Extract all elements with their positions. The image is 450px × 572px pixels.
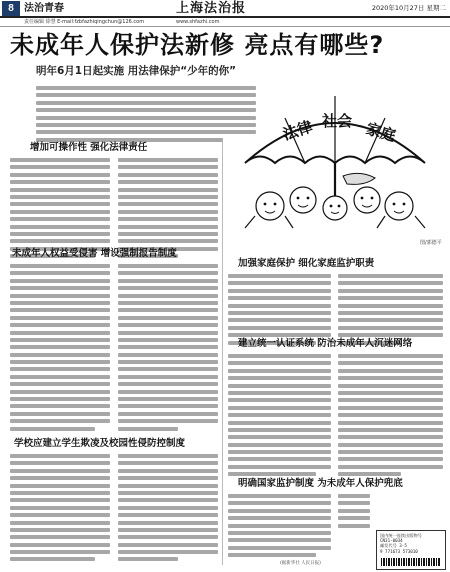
section-6-body-a bbox=[228, 494, 331, 561]
article-subhead: 明年6月1日起实施 用法律保护“少年的你” bbox=[36, 65, 237, 77]
section-6-body-b bbox=[338, 494, 370, 531]
barcode-bars bbox=[381, 558, 441, 566]
section-1-body-a bbox=[10, 158, 110, 261]
header-info-strip bbox=[0, 18, 450, 27]
section-2-body-a bbox=[10, 264, 110, 434]
umbrella-illustration bbox=[225, 88, 445, 238]
barcode-line: 9 771673 573010 bbox=[380, 548, 418, 554]
newspaper-masthead: 上海法治报 bbox=[176, 1, 247, 16]
section-title-2: 未成年人权益受侵害 增设强制报告制度 bbox=[12, 248, 177, 259]
page-number: 8 bbox=[2, 1, 20, 16]
section-title-3: 加强家庭保护 细化家庭监护职责 bbox=[238, 258, 375, 269]
section-5-body-b bbox=[118, 454, 218, 565]
umbrella-word-1: 法律 bbox=[280, 117, 315, 144]
section-title-4: 建立统一认证系统 防治未成年人沉迷网络 bbox=[238, 338, 413, 349]
umbrella-word-3: 家庭 bbox=[363, 119, 398, 146]
section-name: 法治青春 bbox=[24, 3, 64, 14]
column-divider bbox=[222, 140, 223, 565]
editor-line: 责任编辑 徐慧 E-mail:fzbfazhiqingchun@126.com bbox=[24, 19, 145, 25]
barcode-line: 国内统一连续出版物号 bbox=[380, 533, 422, 538]
section-title-1: 增加可操作性 强化法律责任 bbox=[30, 142, 148, 153]
barcode-line: CN31-0034 bbox=[380, 538, 403, 544]
section-title-5: 学校应建立学生欺凌及校园性侵防控制度 bbox=[14, 438, 186, 449]
section-2-body-b bbox=[118, 264, 218, 434]
issue-date: 2020年10月27日 星期二 bbox=[371, 4, 446, 12]
page-header bbox=[0, 0, 450, 18]
section-3-body-b bbox=[338, 274, 443, 348]
barcode-line: 邮发代号 3-5 bbox=[380, 543, 407, 549]
web-line: www.shfazhi.com bbox=[176, 19, 220, 25]
section-3-body-a bbox=[228, 274, 331, 348]
section-5-body-a bbox=[10, 454, 110, 565]
illustration-credit: 图/郭德平 bbox=[420, 240, 442, 246]
barcode-text bbox=[380, 533, 422, 554]
section-1-body-b bbox=[118, 158, 218, 261]
source-note: (据新华社 人民日报) bbox=[280, 561, 321, 566]
publication-barcode bbox=[376, 530, 446, 570]
umbrella-word-2: 社会 bbox=[322, 112, 353, 130]
section-title-6: 明确国家监护制度 为未成年人保护兜底 bbox=[238, 478, 403, 489]
article-headline: 未成年人保护法新修 亮点有哪些? bbox=[10, 31, 385, 59]
section-4-body-b bbox=[338, 354, 443, 480]
section-4-body-a bbox=[228, 354, 331, 480]
intro-paragraph bbox=[36, 86, 256, 145]
